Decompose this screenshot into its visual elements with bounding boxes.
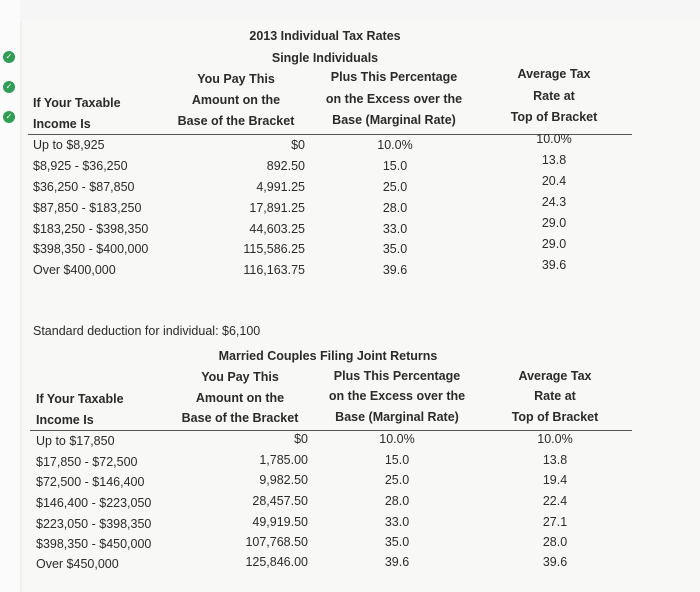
header-base: You Pay This [197,72,275,86]
cell-average: 29.0 [541,216,567,230]
check-circle-icon[interactable]: ✓ [3,51,15,63]
cell-income: $183,250 - $398,350 [33,222,149,236]
header-marginal: Plus This Percentage [330,70,458,84]
cell-average: 20.4 [541,174,567,188]
cell-income: $146,400 - $223,050 [36,496,152,510]
cell-income: $17,850 - $72,500 [36,455,138,469]
header-income: Income Is [36,413,94,427]
cell-base: 17,891.25 [249,201,305,215]
top-strip [0,0,700,22]
header-average: Rate at [533,89,575,103]
header-rule [30,430,632,431]
cell-income: $72,500 - $146,400 [36,475,145,489]
table-title: 2013 Individual Tax Rates [249,29,401,43]
cell-rate: 28.0 [382,201,408,215]
cell-base: 44,603.25 [249,222,305,236]
cell-income: $87,850 - $183,250 [33,201,142,215]
cell-income: $223,050 - $398,350 [36,517,152,531]
cell-average: 10.0% [536,132,572,146]
cell-rate: 35.0 [384,535,410,549]
cell-rate: 10.0% [379,432,415,446]
table-subtitle: Single Individuals [271,51,379,65]
header-income: Income Is [33,117,91,131]
header-base: Amount on the [191,93,281,107]
cell-income: $398,350 - $450,000 [36,537,152,551]
header-marginal: on the Excess over the [328,389,466,403]
cell-base: 125,846.00 [245,555,308,569]
header-average: Average Tax [518,369,592,383]
cell-income: Up to $17,850 [36,434,115,448]
cell-rate: 25.0 [382,180,408,194]
cell-rate: 28.0 [384,494,410,508]
header-base: Amount on the [195,391,285,405]
cell-average: 19.4 [542,473,568,487]
cell-average: 28.0 [542,535,568,549]
cell-rate: 33.0 [382,222,408,236]
header-marginal: on the Excess over the [325,92,463,106]
header-income: If Your Taxable [33,96,121,110]
cell-income: Over $450,000 [36,557,119,571]
table-subtitle: Married Couples Filing Joint Returns [218,349,438,363]
cell-base: 9,982.50 [259,473,308,487]
cell-income: Up to $8,925 [33,138,105,152]
header-base: You Pay This [201,370,279,384]
cell-average: 10.0% [537,432,573,446]
standard-deduction-note: Standard deduction for individual: $6,100 [33,324,261,338]
cell-base: 115,586.25 [243,242,305,256]
cell-average: 13.8 [541,153,567,167]
header-marginal: Base (Marginal Rate) [335,410,459,424]
cell-base: $0 [291,138,305,152]
cell-rate: 33.0 [384,515,410,529]
check-circle-icon[interactable]: ✓ [3,111,15,123]
left-sidebar [0,0,20,592]
cell-average: 27.1 [542,515,568,529]
header-average: Average Tax [517,67,591,81]
cell-rate: 15.0 [384,453,410,467]
cell-average: 24.3 [541,195,567,209]
cell-rate: 39.6 [382,263,408,277]
header-average: Top of Bracket [511,410,599,424]
cell-base: 4,991.25 [256,180,305,194]
cell-base: 49,919.50 [252,515,308,529]
cell-average: 39.6 [542,555,568,569]
header-marginal: Base (Marginal Rate) [332,113,456,127]
cell-rate: 15.0 [382,159,408,173]
cell-income: $398,350 - $400,000 [33,242,149,256]
cell-base: 1,785.00 [259,453,308,467]
cell-base: 107,768.50 [245,535,308,549]
cell-average: 22.4 [542,494,568,508]
cell-income: Over $400,000 [33,263,116,277]
header-income: If Your Taxable [36,392,124,406]
cell-base: 116,163.75 [243,263,305,277]
cell-average: 13.8 [542,453,568,467]
cell-base: $0 [294,432,308,446]
header-average: Rate at [534,389,576,403]
header-base: Base of the Bracket [177,114,295,128]
cell-rate: 39.6 [384,555,410,569]
header-base: Base of the Bracket [181,411,299,425]
cell-base: 892.50 [266,159,305,173]
check-circle-icon[interactable]: ✓ [3,81,15,93]
cell-rate: 35.0 [382,242,408,256]
header-marginal: Plus This Percentage [333,369,461,383]
cell-base: 28,457.50 [252,494,308,508]
cell-income: $8,925 - $36,250 [33,159,128,173]
cell-rate: 25.0 [384,473,410,487]
cell-average: 39.6 [541,258,567,272]
header-average: Top of Bracket [510,110,598,124]
cell-income: $36,250 - $87,850 [33,180,135,194]
cell-average: 29.0 [541,237,567,251]
cell-rate: 10.0% [377,138,413,152]
